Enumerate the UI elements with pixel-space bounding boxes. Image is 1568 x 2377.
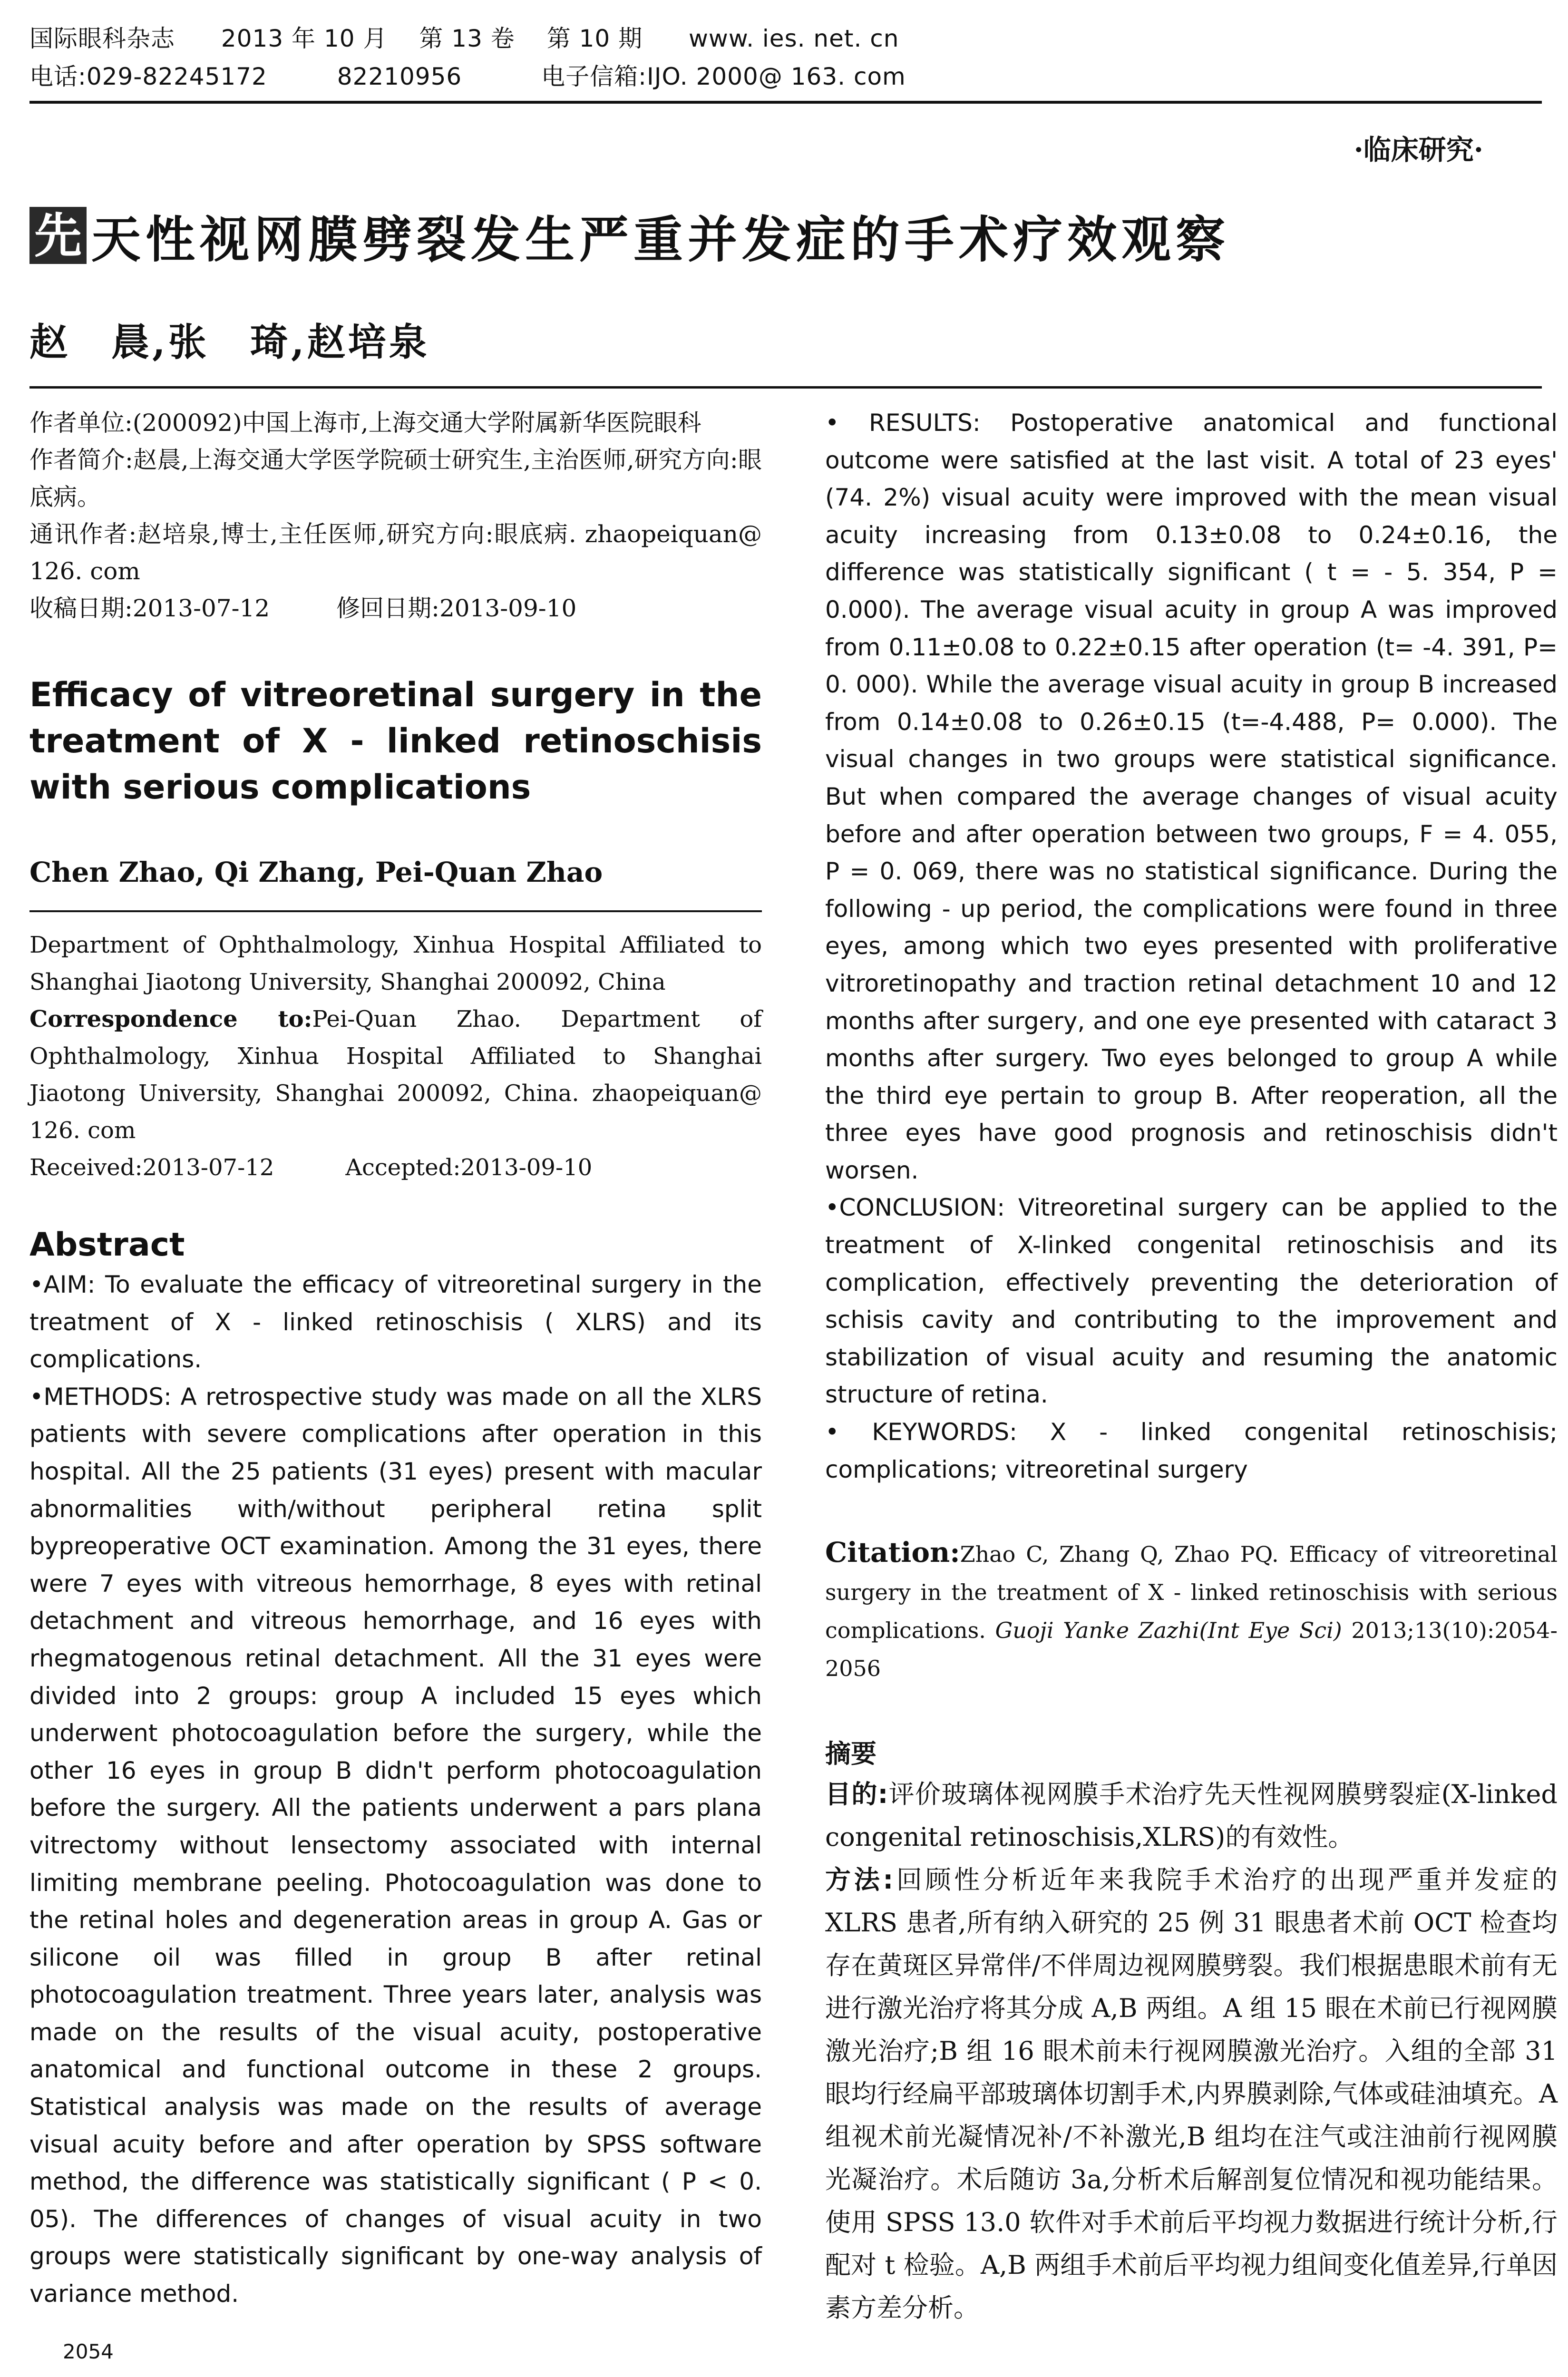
issue-date: 2013 年 10 月 [221, 25, 388, 52]
journal-phone-2: 82210956 [337, 63, 462, 90]
journal-header [29, 24, 1542, 105]
received-date-en: Received:2013-07-12 [29, 1154, 274, 1181]
revised-date-cn: 修回日期:2013-09-10 [336, 594, 577, 622]
citation [825, 1533, 1558, 1687]
left-column [29, 404, 762, 2313]
received-date-cn: 收稿日期:2013-07-12 [29, 594, 270, 622]
dates-cn [29, 590, 762, 627]
journal-website: www. ies. net. cn [689, 25, 899, 52]
correspondence-en [29, 1001, 762, 1149]
citation-journal: Guoji Yanke Zazhi(Int Eye Sci) [995, 1617, 1342, 1644]
issue-number: 第 10 期 [546, 25, 643, 52]
correspondence-label: Correspondence to: [29, 1006, 312, 1033]
cn-methods-label: 方法: [825, 1865, 894, 1895]
cn-abstract-methods [825, 1859, 1558, 2329]
dates-en [29, 1149, 762, 1186]
department: Department of Ophthalmology, Xinhua Hospital Affiliated to Shanghai Jiaotong University, Shanghai 200092, China [29, 932, 762, 995]
accepted-date-en: Accepted:2013-09-10 [345, 1154, 593, 1181]
cn-abstract-heading: 摘要 [825, 1739, 877, 1769]
journal-phone: 电话:029-82245172 [29, 63, 267, 90]
author-affiliation: 作者单位:(200092)中国上海市,上海交通大学附属新华医院眼科 [29, 409, 701, 437]
authors-cn: 赵 晨,张 琦,赵培泉 [29, 320, 430, 364]
volume: 第 13 卷 [419, 25, 515, 52]
abstract-methods: •METHODS: A retrospective study was made on all the XLRS patients with severe complications after operation in this hospital. All the 25 patients (31 eyes) present with macular abnormalities with/without peripheral retina split bypreoperative OCT examination. Among the 31 eyes, there were 7 eyes with vitreous hemorrhage, 8 eyes with retinal detachment and vitreous hemorrhage, and 16 eyes with rhegmatogenous retinal detachment. All the 31 eyes were divided into 2 groups: group A included 15 eyes which underwent photocoagulation before the surgery, while the other 16 eyes in group B didn't perform photocoagulation before the surgery. All the patients underwent a pars plana vitrectomy without lensectomy associated with internal limiting membrane peeling. Photocoagulation was done to the retinal holes and degeneration areas in group A. Gas or silicone oil was filled in group B after retinal photocoagulation treatment. Three years later, analysis was made on the results of the visual acuity, postoperative anatomical and functional outcome in these 2 groups. Statistical analysis was made on the results of average visual acuity before and after operation by SPSS software method, the difference was statistically significant ( P < 0. 05). The differences of changes of visual acuity in two groups were statistically significant by one-way analysis of variance method. [29, 1383, 762, 2308]
english-authors-rule [29, 910, 762, 912]
citation-text: Zhao C, Zhang Q, Zhao PQ. Efficacy of vitreoretinal surgery in the treatment of X - linked retinoschisis with serious complications. [825, 1541, 1558, 1644]
header-line-1 [29, 24, 899, 53]
section-label: ·临床研究· [1354, 134, 1483, 166]
title-drop-cap: 先 [29, 207, 87, 264]
english-affiliation [29, 926, 762, 1186]
right-column [825, 404, 1558, 2329]
citation-volume: 2013;13(10):2054-2056 [825, 1617, 1558, 1682]
abstract-right [825, 404, 1558, 1488]
header-line-2 [29, 62, 906, 91]
correspondence-text: Pei-Quan Zhao. Department of Ophthalmology, Xinhua Hospital Affiliated to Shanghai Jiaotong University, Shanghai 200092, China. zhaopeiquan@ 126. com [29, 1006, 762, 1144]
english-title: Efficacy of vitreoretinal surgery in the treatment of X - linked retinoschisis with serious complications [29, 675, 762, 807]
english-authors: Chen Zhao, Qi Zhang, Pei-Quan Zhao [29, 856, 603, 888]
abstract-conclusion: •CONCLUSION: Vitreoretinal surgery can be applied to the treatment of X-linked congenital retinoschisis and its complication, effectively preventing the deterioration of schisis cavity and contributing to the improvement and stabilization of visual acuity and resuming the anatomic structure of retina. [825, 1194, 1558, 1409]
title-text: 天性视网膜劈裂发生严重并发症的手术疗效观察 [91, 210, 1230, 269]
abstract-heading: Abstract [29, 1226, 185, 1264]
cn-aim-label: 目的: [825, 1779, 888, 1810]
abstract-keywords: • KEYWORDS: X - linked congenital retinoschisis; complications; vitreoretinal surgery [825, 1418, 1558, 1483]
abstract-left [29, 1266, 762, 2313]
author-correspondence: 通讯作者:赵培泉,博士,主任医师,研究方向:眼底病. zhaopeiquan@ 126. com [29, 520, 762, 585]
cn-aim-text: 评价玻璃体视网膜手术治疗先天性视网膜劈裂症(X-linked congenital retinoschisis,XLRS)的有效性。 [825, 1779, 1558, 1852]
cn-abstract [825, 1773, 1558, 2329]
authors-rule [29, 386, 1542, 389]
header-rule [29, 101, 1542, 104]
cn-methods-text: 回顾性分析近年来我院手术治疗的出现严重并发症的 XLRS 患者,所有纳入研究的 25 例 31 眼患者术前 OCT 检查均存在黄斑区异常伴/不伴周边视网膜劈裂。我们根据患眼术前有无进行激光治疗将其分成 A,B 两组。A 组 15 眼在术前已行视网膜激光治疗;B 组 16 眼术前未行视网膜激光治疗。入组的全部 31 眼均行经扁平部玻璃体切割手术,内界膜剥除,气体或硅油填充。A 组视术前光凝情况补/不补激光,B 组均在注气或注油前行视网膜光凝治疗。术后随访 3a,分析术后解剖复位情况和视功能结果。使用 SPSS 13.0 软件对手术前后平均视力数据进行统计分析,行配对 t 检验。A,B 两组手术前后平均视力组间变化值差异,行单因素方差分析。 [825, 1865, 1558, 2323]
abstract-results: • RESULTS: Postoperative anatomical and functional outcome were satisfied at the last visit. A total of 23 eyes' (74. 2%) visual acuity were improved with the mean visual acuity increasing from 0.13±0.08 to 0.24±0.16, the difference was statistically significant ( t = - 5. 354, P = 0.000). The average visual acuity in group A was improved from 0.11±0.08 to 0.22±0.15 after operation (t= -4. 391, P= 0. 000). While the average visual acuity in group B increased from 0.14±0.08 to 0.26±0.15 (t=-4.488, P= 0.000). The visual changes in two groups were statistical significance. But when compared the average changes of visual acuity before and after operation between two groups, F = 4. 055, P = 0. 069, there was no statistical significance. During the following - up period, the complications were found in three eyes, among which two eyes presented with proliferative vitroretinopathy and traction retinal detachment 10 and 12 months after surgery, and one eye presented with cataract 3 months after surgery. Two eyes belonged to group A while the third eye pertain to group B. After reoperation, all the three eyes have good prognosis and retinoschisis didn't worsen. [825, 409, 1558, 1184]
journal-email: 电子信箱:IJO. 2000@ 163. com [541, 63, 906, 90]
author-info-cn [29, 404, 762, 627]
journal-name: 国际眼科杂志 [29, 25, 175, 52]
abstract-aim: •AIM: To evaluate the efficacy of vitreoretinal surgery in the treatment of X - linked retinoschisis ( XLRS) and its complications. [29, 1271, 762, 1374]
page-number: 2054 [63, 2340, 114, 2363]
cn-abstract-aim [825, 1773, 1558, 1859]
article-title [29, 200, 1230, 271]
author-bio: 作者简介:赵晨,上海交通大学医学院硕士研究生,主治医师,研究方向:眼底病。 [29, 446, 762, 511]
citation-label: Citation: [825, 1536, 960, 1569]
